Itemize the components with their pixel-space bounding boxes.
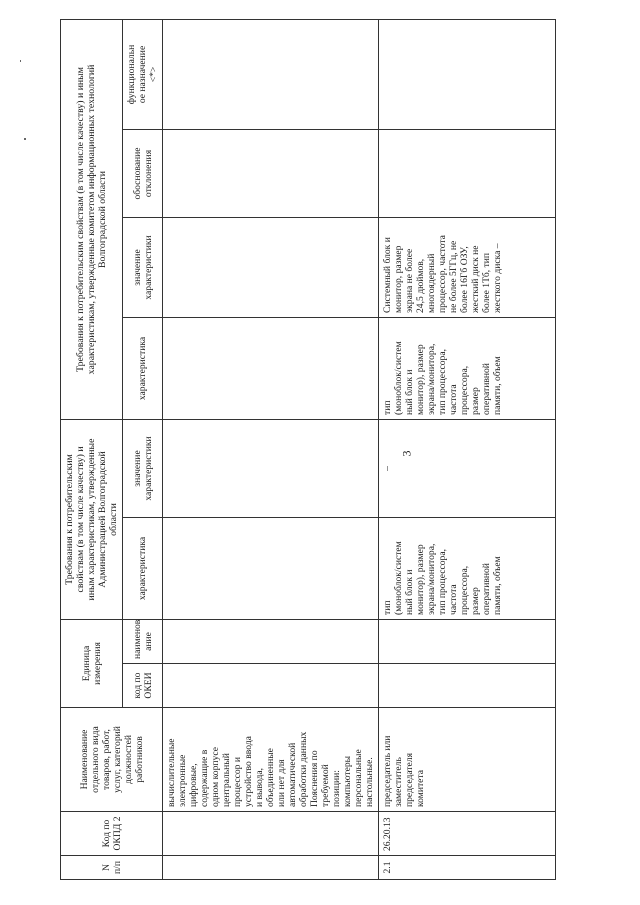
header-committee-characteristic: характеристика [123, 317, 163, 419]
header-okpd: Код по ОКПД 2 [61, 812, 163, 856]
header-item-name: Наименование отдельного вида товаров, работ, услуг, категорий должностей работников [61, 708, 163, 812]
row-committee-function [379, 19, 556, 129]
row-admin-characteristic [163, 517, 379, 619]
row-item-name: вычислительные электронные цифровые, содержащие в одном корпусе центральный процессор и устройство ввода и вывода, объединенные или нет для автоматической обработки данных Пояснения по требуемой позиции: компьютеры персональные настольные. [163, 708, 379, 812]
header-num: N п/п [61, 856, 163, 880]
header-committee-value: значение характеристики [123, 217, 163, 317]
table-row [379, 19, 556, 879]
header-row-1 [61, 19, 123, 879]
table-row [163, 19, 379, 879]
header-requirements-admin: Требования к потребительским свойствам (в том числе качеству) и иным характеристикам, утвержденные Администрацией Волгоградской области [61, 419, 123, 619]
rotated-table-page [60, 20, 560, 880]
row-committee-deviation [163, 129, 379, 217]
row-okpd: 26.20.13 [379, 812, 556, 856]
scan-mark [20, 60, 21, 62]
page-number: 3 [399, 450, 414, 457]
row-unit-code [163, 664, 379, 708]
row-unit-name [163, 619, 379, 663]
row-unit-code [379, 664, 556, 708]
row-unit-name [379, 619, 556, 663]
row-committee-characteristic [163, 317, 379, 419]
header-admin-characteristic: характеристика [123, 517, 163, 619]
row-committee-characteristic: тип (моноблок/систем ный блок и монитор), размер экрана/монитора, тип процессора, частота процессора, размер оперативной памяти, объем [379, 317, 556, 419]
header-unit-name: наименов ание [123, 619, 163, 663]
row-num: 2.1 [379, 856, 556, 880]
header-unit: Единица измерения [61, 619, 123, 707]
row-item-name: председатель или заместитель председателя комитета [379, 708, 556, 812]
row-admin-value [163, 419, 379, 517]
row-admin-value: – [379, 419, 556, 517]
header-requirements-committee: Требования к потребительским свойствам (в том числе качеству) и иным характеристикам, утвержденные комитетом информационных технологий Волгоградской области [61, 19, 123, 419]
header-committee-function: функциональн ое назначение <*> [123, 19, 163, 129]
scan-mark [24, 138, 26, 140]
row-okpd [163, 812, 379, 856]
row-admin-characteristic: тип (моноблок/систем ный блок и монитор), размер экрана/монитора, тип процессора, частота процессора, размер оперативной памяти, объем [379, 517, 556, 619]
header-admin-value: значение характеристики [123, 419, 163, 517]
header-unit-code: код по ОКЕИ [123, 664, 163, 708]
header-committee-deviation: обоснование отклонения [123, 129, 163, 217]
row-committee-deviation [379, 129, 556, 217]
row-num [163, 856, 379, 880]
row-committee-function [163, 19, 379, 129]
row-committee-value [163, 217, 379, 317]
row-committee-value: Системный блок и монитор, размер экрана не более 24,5 дюймов, многоядерный процессор, частота не более 5ГГц, не более 16Гб ОЗУ, жесткий диск не более 1Тб, тип жесткого диска – [379, 217, 556, 317]
requirements-table [60, 19, 556, 880]
